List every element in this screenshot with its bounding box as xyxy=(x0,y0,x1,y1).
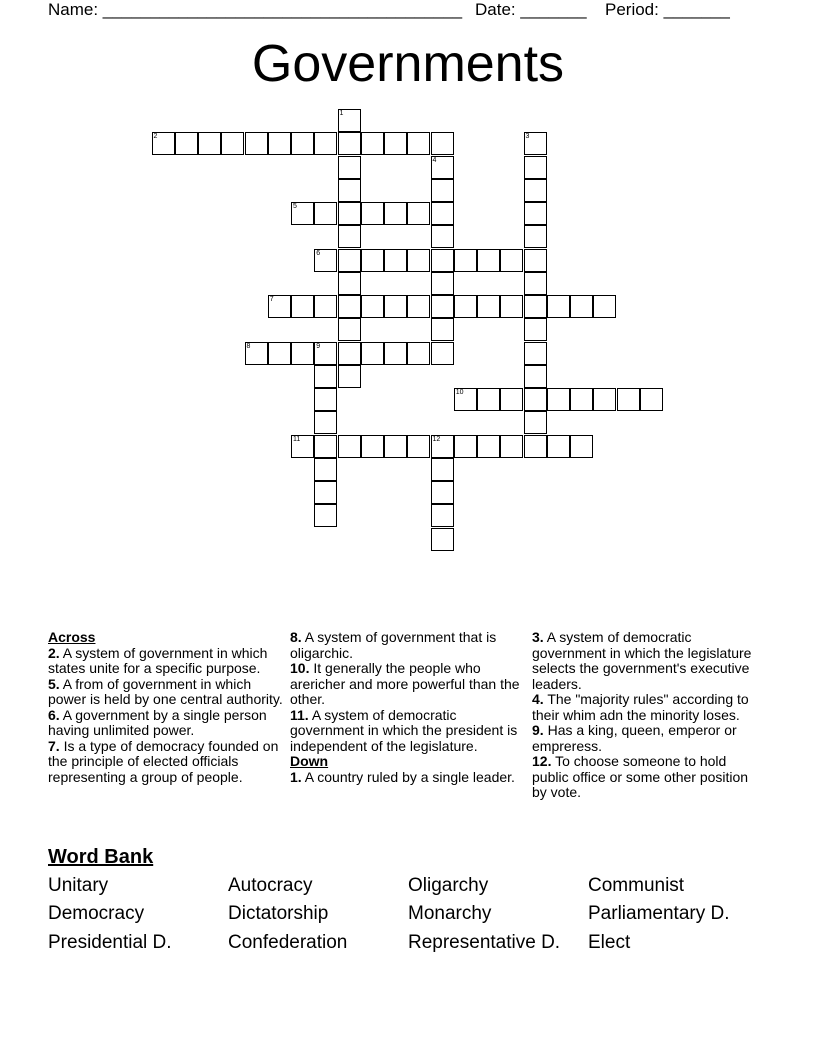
crossword-cell[interactable] xyxy=(407,132,430,155)
clue-item-number: 12. xyxy=(532,753,552,769)
crossword-cell[interactable] xyxy=(314,342,337,365)
clue-number: 6 xyxy=(316,249,321,257)
clue-item-text: The "majority rules" according to their whim adn the minority loses. xyxy=(532,691,749,723)
crossword-cell[interactable] xyxy=(407,249,430,272)
crossword-cell[interactable] xyxy=(524,295,547,318)
crossword-cell[interactable] xyxy=(338,109,361,132)
crossword-cell[interactable] xyxy=(361,435,384,458)
crossword-cell[interactable] xyxy=(338,202,361,225)
crossword-cell[interactable] xyxy=(338,295,361,318)
crossword-cell[interactable] xyxy=(477,249,500,272)
clue-item xyxy=(532,692,764,723)
crossword-cell[interactable] xyxy=(291,132,314,155)
word-bank-item: Parliamentary D. xyxy=(588,903,730,924)
crossword-cell[interactable] xyxy=(338,249,361,272)
word-bank-item: Dictatorship xyxy=(228,903,329,924)
crossword-cell[interactable] xyxy=(314,388,337,411)
clue-item xyxy=(532,723,764,754)
crossword-cell[interactable] xyxy=(524,272,547,295)
word-bank-item: Communist xyxy=(588,875,685,896)
crossword-cell[interactable] xyxy=(338,342,361,365)
crossword-cell[interactable] xyxy=(524,388,547,411)
crossword-cell[interactable] xyxy=(524,202,547,225)
crossword-cell[interactable] xyxy=(431,435,454,458)
word-bank-item: Monarchy xyxy=(408,903,492,924)
clue-item-text: A from of government in which power is held by one central authority. xyxy=(48,675,283,707)
clue-number: 4 xyxy=(432,156,437,164)
clues-column-2 xyxy=(290,630,522,785)
crossword-cell[interactable] xyxy=(314,249,337,272)
clue-item-text: A system of government that is oligarchic. xyxy=(290,629,497,661)
crossword-cell[interactable] xyxy=(338,132,361,155)
clues-column-1 xyxy=(48,630,283,785)
crossword-cell[interactable] xyxy=(431,458,454,481)
crossword-cell[interactable] xyxy=(477,388,500,411)
clue-number: 5 xyxy=(293,203,297,210)
word-bank-item: Autocracy xyxy=(228,875,313,896)
crossword-cell[interactable] xyxy=(524,156,547,179)
crossword-cell[interactable] xyxy=(384,249,407,272)
crossword-cell[interactable] xyxy=(431,132,454,155)
crossword-cell[interactable] xyxy=(593,295,616,318)
crossword-cell[interactable] xyxy=(384,342,407,365)
clue-item xyxy=(532,630,764,692)
clue-number: 2 xyxy=(153,133,158,141)
clue-item xyxy=(532,754,764,801)
crossword-cell[interactable] xyxy=(221,132,244,155)
crossword-cell[interactable] xyxy=(407,435,430,458)
crossword-cell[interactable] xyxy=(640,388,663,411)
clue-item xyxy=(48,646,283,677)
word-bank-item: Democracy xyxy=(48,903,145,924)
crossword-cell[interactable] xyxy=(500,249,523,272)
clue-number: 10 xyxy=(455,389,464,396)
clue-number: 8 xyxy=(246,342,251,350)
crossword-cell[interactable] xyxy=(431,156,454,179)
crossword-cell[interactable] xyxy=(314,365,337,388)
clue-number: 12 xyxy=(432,435,441,443)
crossword-cell[interactable] xyxy=(361,342,384,365)
clue-item-number: 8. xyxy=(290,629,302,645)
across-heading: Across xyxy=(48,629,96,645)
page-title: Governments xyxy=(251,35,565,93)
crossword-cell[interactable] xyxy=(268,342,291,365)
crossword-cell[interactable] xyxy=(454,249,477,272)
crossword-cell[interactable] xyxy=(314,295,337,318)
word-bank-item: Representative D. xyxy=(408,932,561,953)
crossword-cell[interactable] xyxy=(361,295,384,318)
crossword-cell[interactable] xyxy=(431,225,454,248)
crossword-cell[interactable] xyxy=(314,411,337,434)
crossword-cell[interactable] xyxy=(431,272,454,295)
clue-number: 7 xyxy=(269,296,274,303)
crossword-cell[interactable] xyxy=(524,318,547,341)
crossword-cell[interactable] xyxy=(547,435,570,458)
crossword-cell[interactable] xyxy=(314,435,337,458)
crossword-cell[interactable] xyxy=(314,458,337,481)
crossword-cell[interactable] xyxy=(198,132,221,155)
clue-number: 1 xyxy=(339,110,344,117)
crossword-cell[interactable] xyxy=(477,435,500,458)
crossword-cell[interactable] xyxy=(245,342,268,365)
crossword-cell[interactable] xyxy=(291,202,314,225)
clue-item xyxy=(48,708,283,739)
clue-item-text: A system of democratic government in which the legislature selects the government's executive leaders. xyxy=(532,629,752,692)
crossword-cell[interactable] xyxy=(291,435,314,458)
clue-item-number: 3. xyxy=(532,629,544,645)
clue-item-number: 2. xyxy=(48,644,60,661)
crossword-cell[interactable] xyxy=(524,225,547,248)
crossword-cell[interactable] xyxy=(570,435,593,458)
crossword-cell[interactable] xyxy=(570,388,593,411)
crossword-cell[interactable] xyxy=(291,342,314,365)
crossword-cell[interactable] xyxy=(524,411,547,434)
crossword-cell[interactable] xyxy=(338,318,361,341)
crossword-cell[interactable] xyxy=(524,179,547,202)
crossword-cell[interactable] xyxy=(338,225,361,248)
crossword-cell[interactable] xyxy=(245,132,268,155)
crossword-cell[interactable] xyxy=(338,179,361,202)
clue-item-text: Has a king, queen, emperor or empreress. xyxy=(532,722,737,754)
clue-item xyxy=(48,739,283,786)
word-bank-item: Unitary xyxy=(48,875,109,896)
crossword-cell[interactable] xyxy=(338,156,361,179)
crossword-cell[interactable] xyxy=(547,295,570,318)
clue-item-number: 9. xyxy=(532,722,544,738)
crossword-cell[interactable] xyxy=(524,249,547,272)
clue-item-text: It generally the people who arericher and more powerful than the other. xyxy=(290,660,520,707)
clue-item-number: 6. xyxy=(48,706,60,723)
crossword-cell[interactable] xyxy=(314,504,337,527)
crossword-cell[interactable] xyxy=(593,388,616,411)
clue-number: 11 xyxy=(293,435,301,443)
crossword-cell[interactable] xyxy=(384,295,407,318)
crossword-cell[interactable] xyxy=(431,528,454,551)
crossword-cell[interactable] xyxy=(617,388,640,411)
clue-item-number: 4. xyxy=(532,691,544,707)
crossword-cell[interactable] xyxy=(338,272,361,295)
clue-item-text: A system of democratic government in which the president is independent of the legislature. xyxy=(290,706,518,754)
crossword-cell[interactable] xyxy=(152,132,175,155)
crossword-cell[interactable] xyxy=(454,295,477,318)
crossword-cell[interactable] xyxy=(524,132,547,155)
crossword-cell[interactable] xyxy=(384,435,407,458)
crossword-cell[interactable] xyxy=(431,504,454,527)
crossword-cell[interactable] xyxy=(477,295,500,318)
word-bank-item: Confederation xyxy=(228,932,348,953)
clue-number: 3 xyxy=(525,133,530,141)
crossword-cell[interactable] xyxy=(407,295,430,318)
crossword-cell[interactable] xyxy=(454,435,477,458)
clue-item-text: To choose someone to hold public office or some other position by vote. xyxy=(532,753,749,800)
name-field[interactable]: Name: ______________________________________ xyxy=(48,0,463,19)
clue-item-number: 5. xyxy=(48,675,60,692)
crossword-cell[interactable] xyxy=(431,342,454,365)
crossword-cell[interactable] xyxy=(454,388,477,411)
crossword-cell[interactable] xyxy=(524,435,547,458)
crossword-cell[interactable] xyxy=(291,295,314,318)
crossword-cell[interactable] xyxy=(361,132,384,155)
crossword-cell[interactable] xyxy=(314,202,337,225)
period-field[interactable]: Period: _______ xyxy=(605,0,730,19)
crossword-cell[interactable] xyxy=(361,202,384,225)
word-bank-item: Presidential D. xyxy=(48,932,172,953)
crossword-cell[interactable] xyxy=(268,132,291,155)
crossword-cell[interactable] xyxy=(431,179,454,202)
crossword-cell[interactable] xyxy=(314,132,337,155)
clue-item-text: A country ruled by a single leader. xyxy=(301,768,515,785)
crossword-cell[interactable] xyxy=(431,295,454,318)
word-bank-title: Word Bank xyxy=(48,846,154,868)
clue-item-text: A government by a single person having unlimited power. xyxy=(48,706,267,738)
word-bank-item: Elect xyxy=(588,932,631,953)
crossword-cell[interactable] xyxy=(338,435,361,458)
clue-item xyxy=(290,661,522,708)
clue-number: 9 xyxy=(316,342,321,350)
crossword-cell[interactable] xyxy=(500,295,523,318)
word-bank-item: Oligarchy xyxy=(408,875,489,896)
clue-item-number: 10. xyxy=(290,660,310,676)
crossword-cell[interactable] xyxy=(268,295,291,318)
crossword-cell[interactable] xyxy=(407,342,430,365)
date-field[interactable]: Date: _______ xyxy=(475,0,587,19)
clue-item-number: 7. xyxy=(48,737,60,754)
crossword-cell[interactable] xyxy=(384,202,407,225)
crossword-cell[interactable] xyxy=(431,202,454,225)
crossword-cell[interactable] xyxy=(524,342,547,365)
crossword-cell[interactable] xyxy=(500,435,523,458)
clue-item xyxy=(290,770,522,786)
clue-item-text: Is a type of democracy founded on the principle of elected officials representing a group of people. xyxy=(48,737,279,785)
crossword-cell[interactable] xyxy=(384,132,407,155)
crossword-cell[interactable] xyxy=(407,202,430,225)
crossword-cell[interactable] xyxy=(524,365,547,388)
crossword-cell[interactable] xyxy=(314,481,337,504)
clue-item-number: 1. xyxy=(290,768,302,785)
clue-item xyxy=(290,630,522,661)
crossword-cell[interactable] xyxy=(361,249,384,272)
crossword-cell[interactable] xyxy=(431,318,454,341)
crossword-cell[interactable] xyxy=(431,249,454,272)
crossword-cell[interactable] xyxy=(570,295,593,318)
crossword-cell[interactable] xyxy=(547,388,570,411)
clues-column-3 xyxy=(532,630,764,801)
crossword-cell[interactable] xyxy=(338,365,361,388)
crossword-cell[interactable] xyxy=(431,481,454,504)
clue-item-text: A system of government in which states unite for a specific purpose. xyxy=(48,644,268,676)
clue-item xyxy=(290,708,522,755)
crossword-cell[interactable] xyxy=(500,388,523,411)
down-heading: Down xyxy=(290,753,329,769)
clue-item-number: 11. xyxy=(290,706,309,723)
clue-item xyxy=(48,677,283,708)
crossword-cell[interactable] xyxy=(175,132,198,155)
